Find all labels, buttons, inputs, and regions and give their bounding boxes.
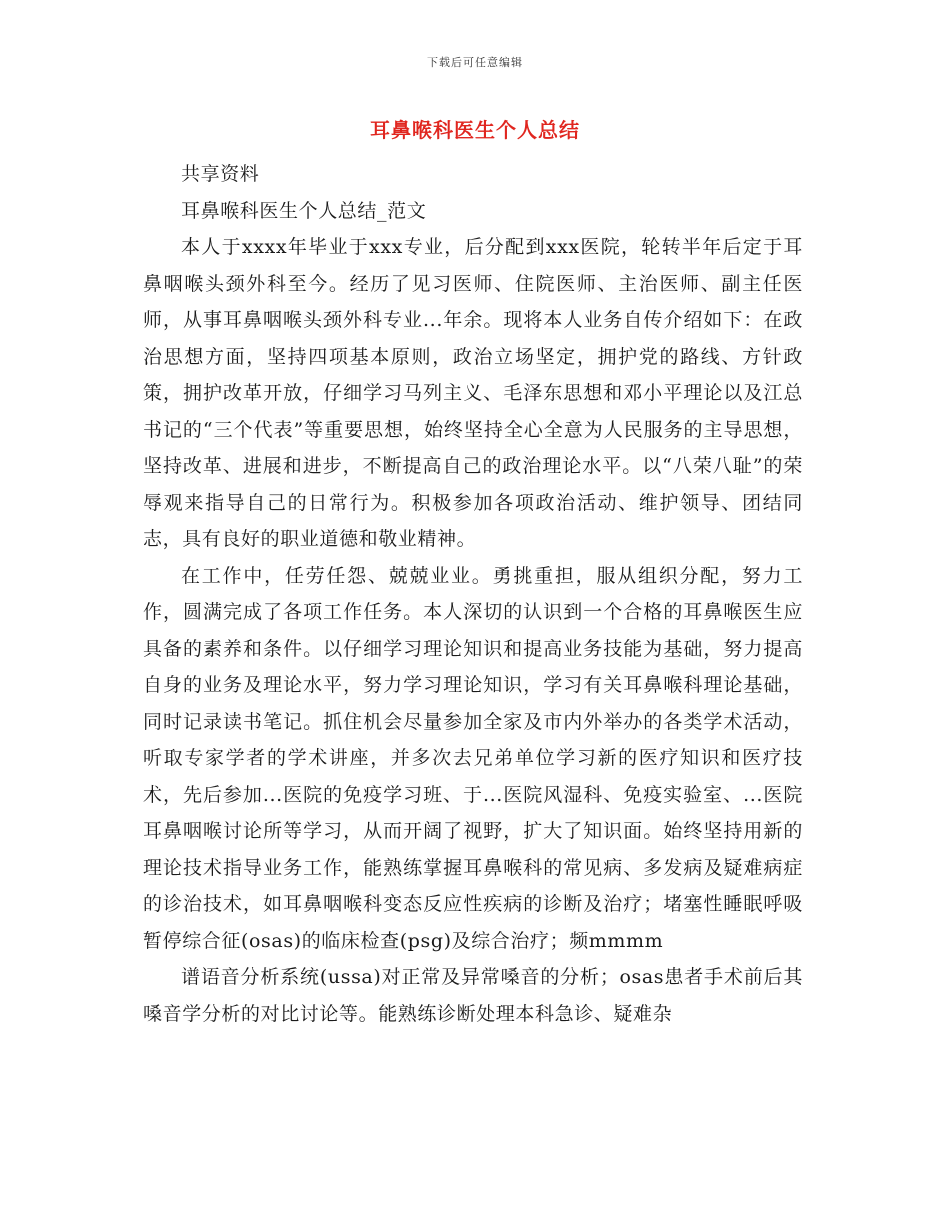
paragraph: 在工作中，任劳任怨、兢兢业业。勇挑重担，服从组织分配，努力工作，圆满完成了各项工作任务。本人深切的认识到一个合格的耳鼻喉医生应具备的素养和条件。以仔细学习理论知识和提高业务技能为基础，努力提高自身的业务及理论水平，努力学习理论知识，学习有关耳鼻喉科理论基础，同时记录读书笔记。抓住机会尽量参加全家及市内外举办的各类学术活动，听取专家学者的学术讲座，并多次去兄弟单位学习新的医疗知识和医疗技术，先后参加...医院的免疫学习班、于...医院风湿科、免疫实验室、...医院耳鼻咽喉讨论所等学习，从而开阔了视野，扩大了知识面。始终坚持用新的理论技术指导业务工作，能熟练掌握耳鼻喉科的常见病、多发病及疑难病症的诊治技术，如耳鼻咽喉科变态反应性疾病的诊断及治疗；堵塞性睡眠呼吸暂停综合征(osas)的临床检查(psg)及综合治疗；频mmmm [143,564,803,952]
paragraph: 谱语音分析系统(ussa)对正常及异常嗓音的分析；osas患者手术前后其嗓音学分析的对比讨论等。能熟练诊断处理本科急诊、疑难杂 [143,966,803,1025]
paragraph: 耳鼻喉科医生个人总结_范文 [181,199,427,222]
document-title: 耳鼻喉科医生个人总结 [370,118,580,142]
document-body [143,156,803,1032]
paragraph: 共享资料 [181,163,260,185]
header-note: 下载后可任意编辑 [427,56,523,69]
paragraph: 本人于xxxx年毕业于xxx专业，后分配到xxx医院，轮转半年后定于耳鼻咽喉头颈外科至今。经历了见习医师、住院医师、主治医师、副主任医师，从事耳鼻咽喉头颈外科专业...年余。现将本人业务自传介绍如下：在政治思想方面，坚持四项基本原则，政治立场坚定，拥护党的路线、方针政策，拥护改革开放，仔细学习马列主义、毛泽东思想和邓小平理论以及江总书记的“三个代表”等重要思想，始终坚持全心全意为人民服务的主导思想，坚持改革、进展和进步，不断提高自己的政治理论水平。以“八荣八耻”的荣辱观来指导自己的日常行为。积极参加各项政治活动、维护领导、团结同志，具有良好的职业道德和敬业精神。 [143,236,803,550]
